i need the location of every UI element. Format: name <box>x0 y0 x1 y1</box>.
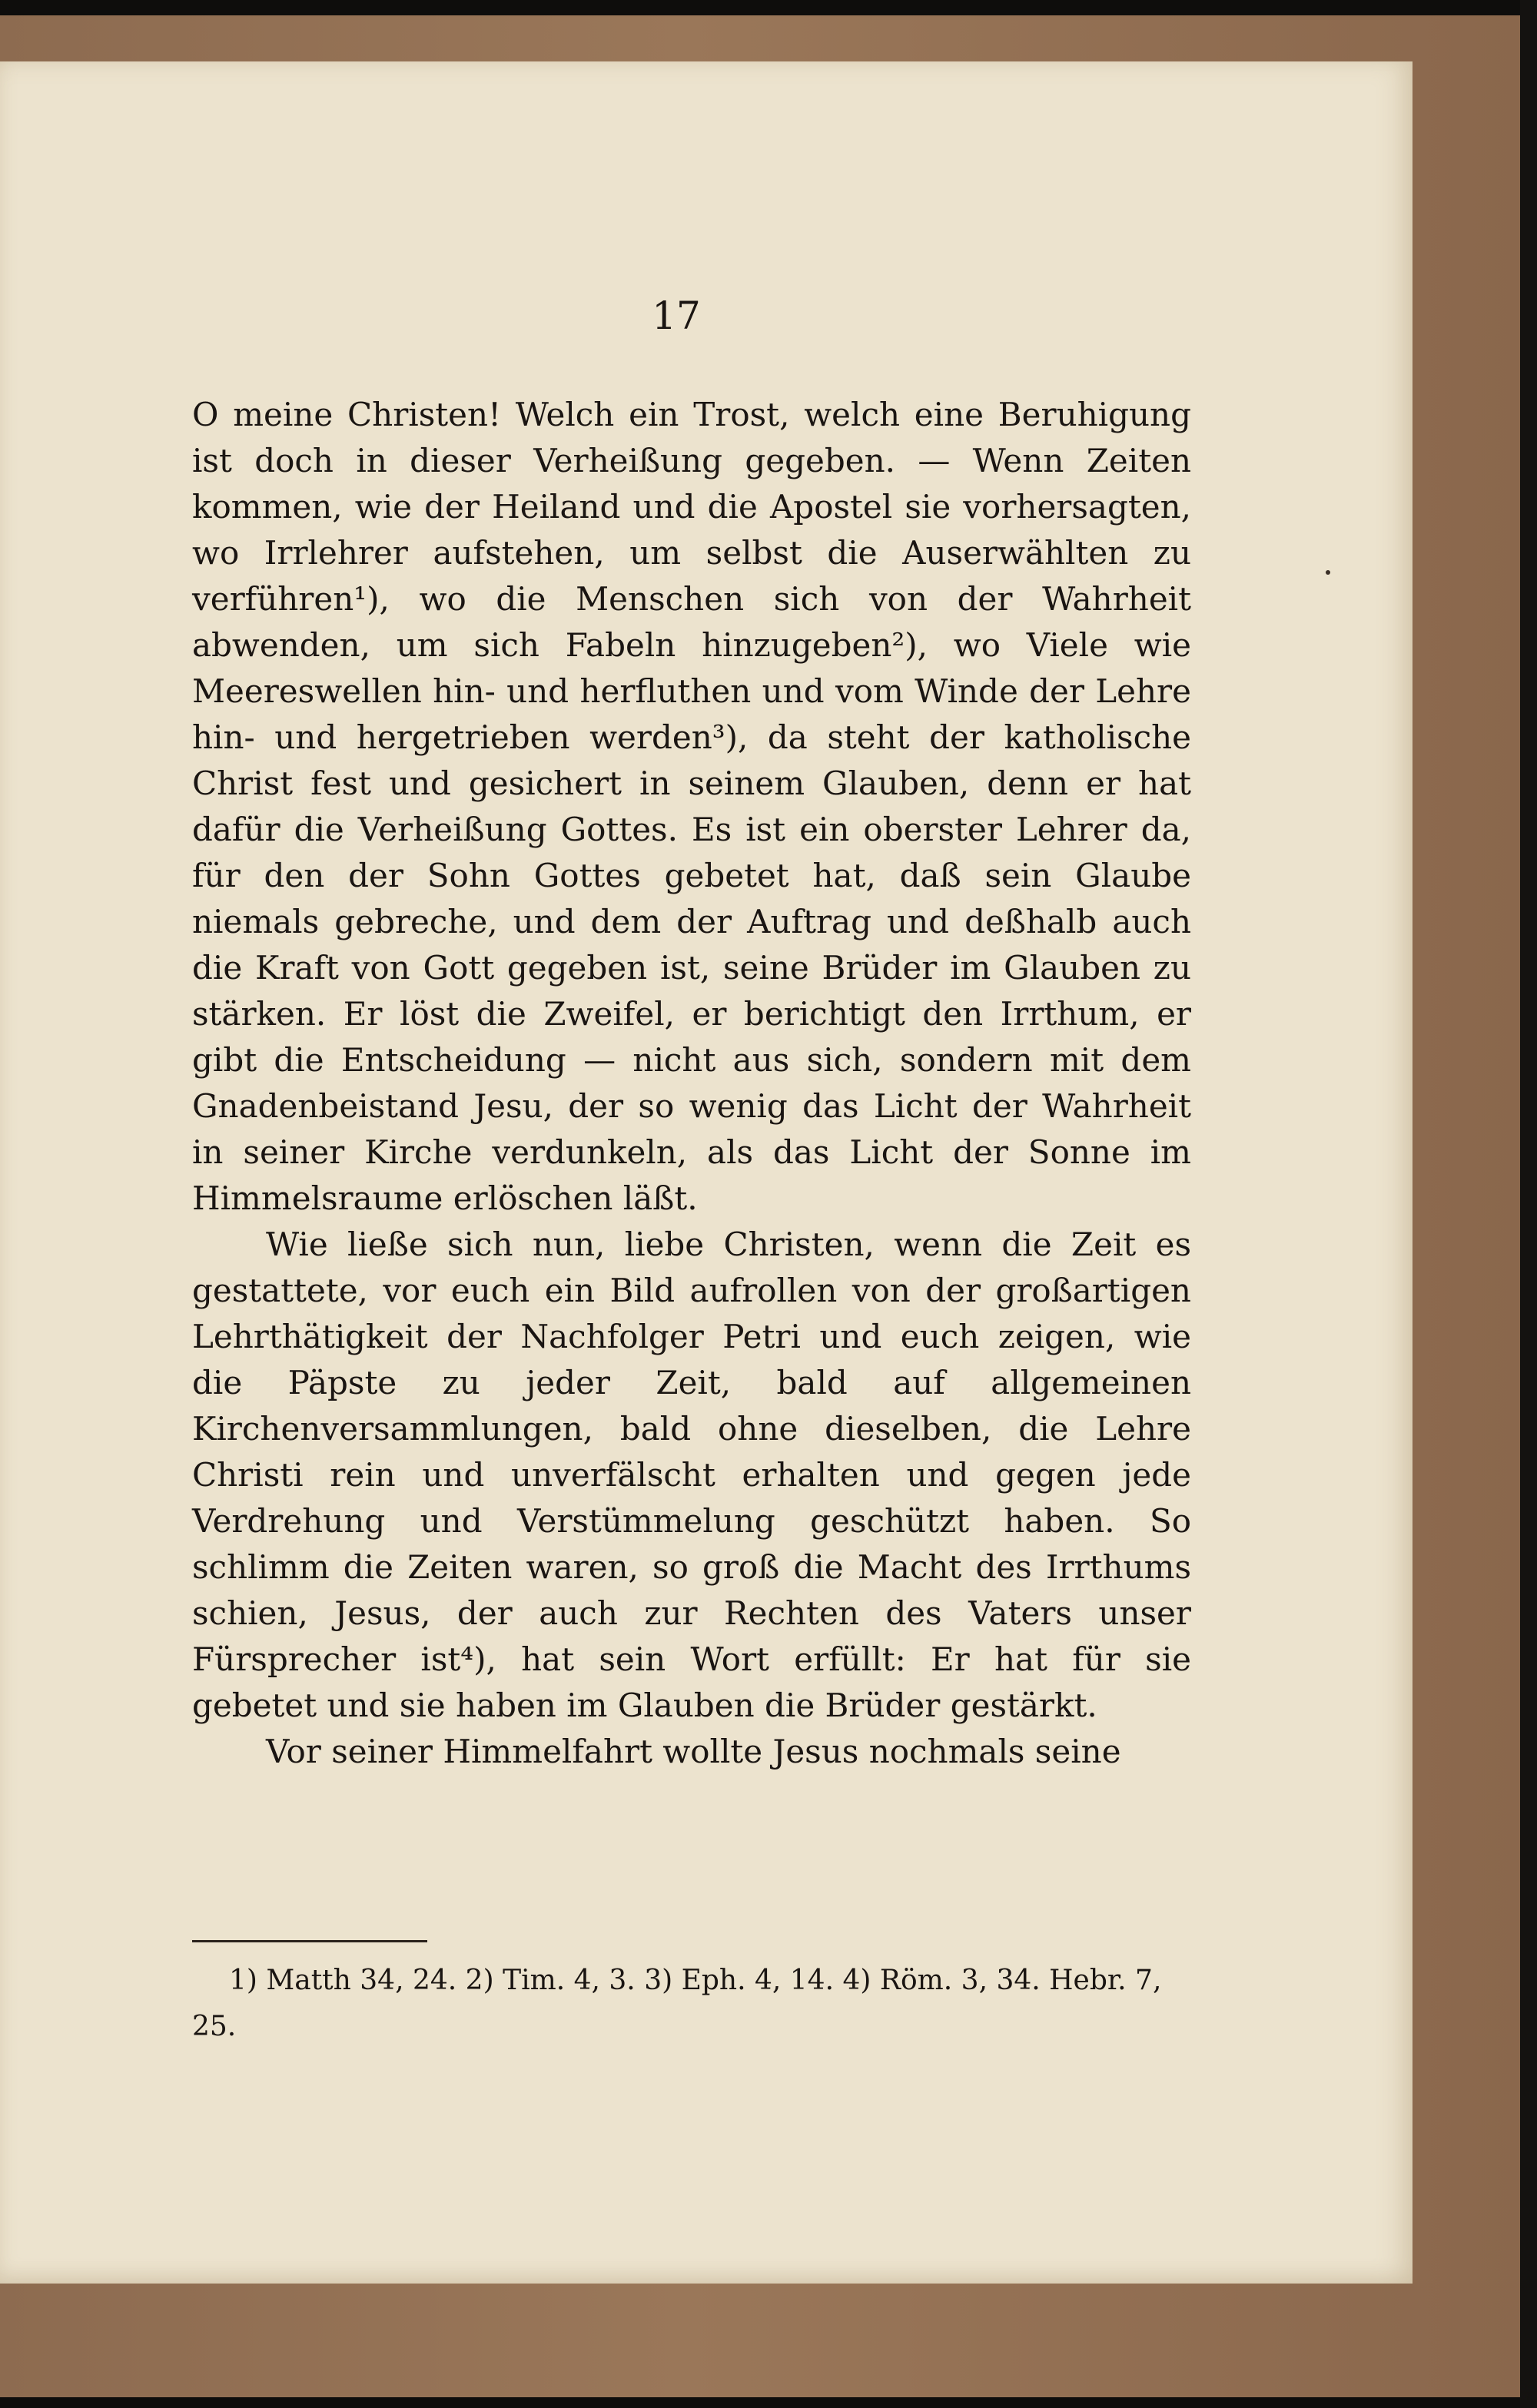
paper-speck <box>1326 570 1330 575</box>
paragraph-2: Wie ließe sich nun, liebe Christen, wenn die Zeit es gestattete, vor euch ein Bild aufrollen von der großartigen Lehrthätigkeit der Nachfolger Petri und euch zeigen, wie die Päpste zu jeder Zeit, bald auf allgemeinen Kirchenversammlungen, bald ohne dieselben, die Lehre Christi rein und unverfälscht erhalten und gegen jede Verdrehung und Verstümmelung geschützt haben. So schlimm die Zeiten waren, so groß die Macht des Irrthums schien, Jesus, der auch zur Rechten des Vaters unser Fürsprecher ist⁴), hat sein Wort erfüllt: Er hat für sie gebetet und sie haben im Glauben die Brüder gestärkt. <box>192 1226 1191 1724</box>
body-text <box>192 392 1191 1775</box>
footnote-text: 1) Matth 34, 24. 2) Tim. 4, 3. 3) Eph. 4, 14. 4) Röm. 3, 34. Hebr. 7, 25. <box>192 1965 1162 2042</box>
paragraph-1: O meine Christen! Welch ein Trost, welch eine Beruhigung ist doch in dieser Verheißung gegeben. — Wenn Zeiten kommen, wie der Heiland und die Apostel sie vorhersagten, wo Irrlehrer aufstehen, um selbst die Auserwählten zu verführen¹), wo die Menschen sich von der Wahrheit abwenden, um sich Fabeln hinzugeben²), wo Viele wie Meereswellen hin- und herfluthen und vom Winde der Lehre hin- und hergetrieben werden³), da steht der katholische Christ fest und gesichert in seinem Glauben, denn er hat dafür die Verheißung Gottes. Es ist ein oberster Lehrer da, für den der Sohn Gottes gebetet hat, daß sein Glaube niemals gebreche, und dem der Auftrag und deßhalb auch die Kraft von Gott gegeben ist, seine Brüder im Glauben zu stärken. Er löst die Zweifel, er berichtigt den Irrthum, er gibt die Entscheidung — nicht aus sich, sondern mit dem Gnadenbeistand Jesu, der so wenig das Licht der Wahrheit in seiner Kirche verdunkeln, als das Licht der Sonne im Himmelsraume erlöschen läßt. <box>192 396 1191 1217</box>
page-number: 17 <box>652 294 701 338</box>
scan-border <box>1520 0 1537 2408</box>
footnote-rule <box>192 1940 427 1942</box>
paragraph-3: Vor seiner Himmelfahrt wollte Jesus nochmals seine <box>266 1733 1121 1770</box>
footnotes <box>192 1958 1191 2050</box>
